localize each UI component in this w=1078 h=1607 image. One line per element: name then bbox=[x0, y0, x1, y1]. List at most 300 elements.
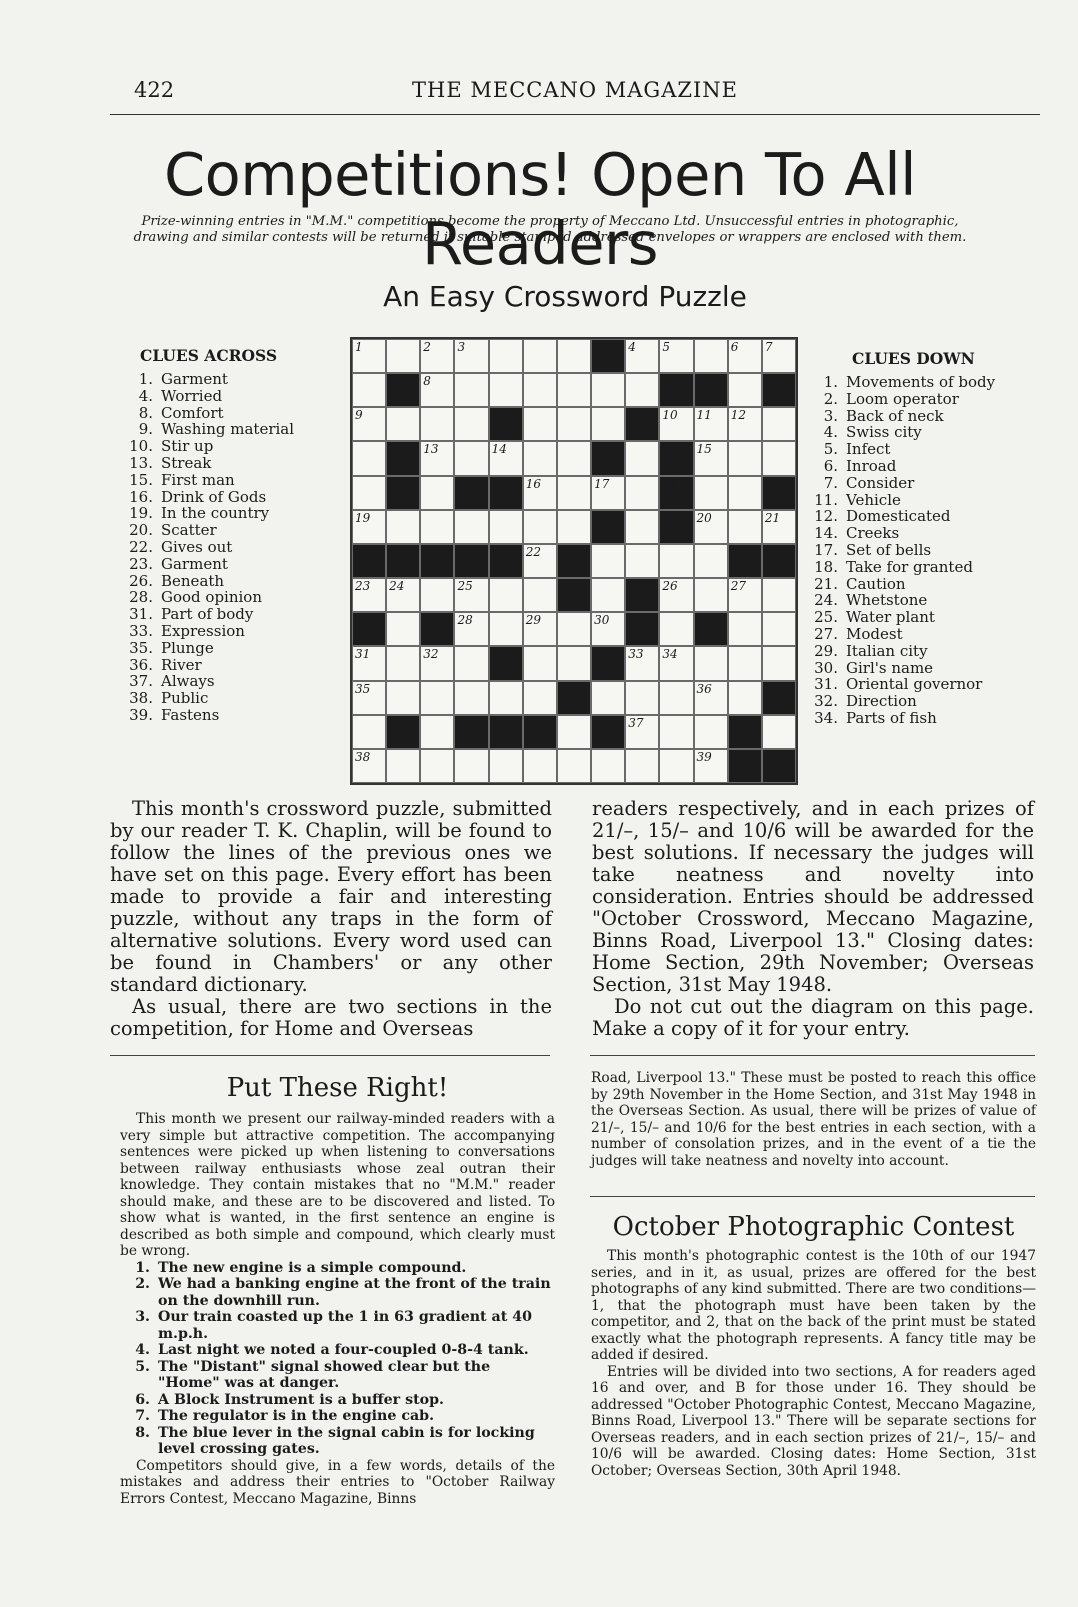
mistakes-list bbox=[120, 1260, 555, 1458]
mistake-item-number: 5. bbox=[135, 1358, 150, 1375]
mistake-item bbox=[120, 1408, 555, 1425]
clue-item-number: 17. bbox=[814, 540, 838, 559]
clue-item bbox=[800, 424, 1040, 441]
grid-cell bbox=[420, 646, 454, 680]
clue-item-text: Inroad bbox=[846, 456, 897, 475]
grid-cell bbox=[591, 373, 625, 407]
grid-cell bbox=[420, 715, 454, 749]
clue-item-number: 35. bbox=[129, 638, 153, 657]
cell-number: 23 bbox=[355, 579, 371, 594]
grid-cell bbox=[454, 646, 488, 680]
clue-item bbox=[800, 576, 1040, 593]
cell-number: 29 bbox=[525, 613, 542, 628]
cell-number: 5 bbox=[662, 340, 671, 354]
cell-number: 19 bbox=[355, 510, 371, 525]
mistake-item bbox=[120, 1359, 555, 1392]
grid-cell bbox=[557, 510, 591, 544]
cell-number: 17 bbox=[594, 476, 610, 491]
grid-cell bbox=[728, 578, 762, 612]
clue-item-number: 7. bbox=[823, 473, 838, 492]
cell-number: 35 bbox=[355, 681, 371, 696]
grid-cell bbox=[694, 407, 728, 441]
clue-item bbox=[800, 525, 1040, 542]
clue-item-text: Consider bbox=[846, 473, 915, 492]
mistake-item-number: 3. bbox=[135, 1309, 150, 1325]
page-title: Competitions! Open To All Readers bbox=[163, 140, 917, 278]
grid-cell bbox=[591, 749, 625, 783]
grid-block bbox=[557, 544, 591, 578]
mistake-item-text: The "Distant" signal showed clear but the "Home" was at danger. bbox=[158, 1358, 491, 1391]
grid-block bbox=[762, 681, 796, 715]
clue-item-text: Whetstone bbox=[846, 591, 928, 610]
grid-cell bbox=[489, 373, 523, 407]
clue-item-text: Comfort bbox=[161, 403, 224, 422]
clue-item bbox=[800, 660, 1040, 677]
clue-item-number: 34. bbox=[814, 708, 838, 727]
cell-number: 4 bbox=[628, 340, 636, 354]
grid-block bbox=[386, 476, 420, 510]
clue-item-number: 5. bbox=[823, 440, 838, 459]
clue-item-number: 38. bbox=[129, 689, 153, 708]
put-these-right-outro bbox=[120, 1458, 555, 1508]
cell-number: 27 bbox=[730, 579, 746, 594]
clue-item-text: Loom operator bbox=[846, 389, 959, 408]
mistake-item-text: We had a banking engine at the front of the train on the downhill run. bbox=[158, 1276, 551, 1309]
clue-item-number: 21. bbox=[814, 574, 838, 593]
clue-item-number: 31. bbox=[129, 605, 153, 624]
grid-cell bbox=[762, 578, 796, 612]
clue-item bbox=[800, 475, 1040, 492]
grid-cell bbox=[625, 476, 659, 510]
grid-cell bbox=[659, 339, 693, 373]
clue-item-number: 39. bbox=[129, 705, 153, 724]
grid-cell bbox=[694, 578, 728, 612]
clue-item bbox=[800, 710, 1040, 727]
grid-block bbox=[591, 715, 625, 749]
clue-item-number: 26. bbox=[129, 571, 153, 590]
cell-number: 38 bbox=[355, 749, 371, 764]
grid-block bbox=[352, 612, 386, 646]
clue-item-number: 27. bbox=[814, 624, 838, 643]
cell-number: 13 bbox=[423, 442, 439, 457]
grid-block bbox=[659, 373, 693, 407]
grid-cell bbox=[694, 681, 728, 715]
grid-cell bbox=[454, 407, 488, 441]
paragraph: Entries will be divided into two sections, A for readers aged 16 and over, and B for those under 16. They should be addressed "October Photographic Contest, Meccano Magazine, Binns Road, Liverpool 13." There will be separate sections for Overseas readers, and in each section prizes of 21/–, 15/– and 10/6 will be awarded. Closing dates: Home Section, 31st October; Overseas Section, 30th April 1948. bbox=[591, 1363, 1036, 1479]
grid-cell bbox=[489, 441, 523, 475]
divider bbox=[590, 1055, 1035, 1056]
grid-cell bbox=[762, 407, 796, 441]
clue-item bbox=[115, 489, 340, 506]
grid-block bbox=[386, 544, 420, 578]
grid-cell bbox=[728, 646, 762, 680]
clue-item bbox=[115, 556, 340, 573]
clue-item-text: Parts of fish bbox=[846, 708, 937, 727]
clue-item-number: 1. bbox=[138, 370, 153, 388]
clue-item bbox=[800, 492, 1040, 509]
clue-item-number: 2. bbox=[823, 389, 838, 408]
grid-cell bbox=[386, 646, 420, 680]
clue-item bbox=[800, 542, 1040, 559]
clue-item bbox=[115, 522, 340, 539]
mistake-item bbox=[120, 1309, 555, 1342]
clue-item-text: First man bbox=[161, 470, 235, 489]
crossword-text-left bbox=[110, 798, 552, 1040]
intro-note: Prize-winning entries in "M.M." competitions become the property of Meccano Ltd. Unsuccessful entries in photographic, drawing and similar contests will be returned if suitable stamped addressed envelopes or wrappers are enclosed with them. bbox=[133, 214, 967, 245]
clue-item-text: In the country bbox=[161, 504, 270, 523]
grid-cell bbox=[523, 476, 557, 510]
grid-cell bbox=[557, 612, 591, 646]
clue-item-number: 32. bbox=[814, 692, 838, 711]
clue-item-text: Fastens bbox=[161, 705, 220, 724]
grid-cell bbox=[591, 681, 625, 715]
grid-cell bbox=[625, 339, 659, 373]
clue-item-text: Plunge bbox=[161, 638, 214, 657]
grid-block bbox=[762, 749, 796, 783]
clue-item-text: Garment bbox=[161, 554, 228, 573]
grid-cell bbox=[694, 749, 728, 783]
clue-item-number: 4. bbox=[823, 423, 838, 442]
clue-item-text: Always bbox=[161, 672, 215, 691]
grid-cell bbox=[352, 715, 386, 749]
grid-block bbox=[454, 715, 488, 749]
clue-item-number: 33. bbox=[129, 621, 153, 640]
clue-item-number: 28. bbox=[129, 588, 153, 607]
grid-block bbox=[420, 544, 454, 578]
grid-cell bbox=[352, 339, 386, 373]
paragraph: Do not cut out the diagram on this page. Make a copy of it for your entry. bbox=[592, 995, 1034, 1040]
grid-block bbox=[625, 612, 659, 646]
clue-item-text: Expression bbox=[161, 621, 245, 640]
grid-cell bbox=[523, 373, 557, 407]
grid-cell bbox=[386, 749, 420, 783]
mistake-item-text: Last night we noted a four-coupled 0-8-4 tank. bbox=[158, 1342, 529, 1358]
paragraph: This month's crossword puzzle, submitted by our reader T. K. Chaplin, will be found to follow the lines of the previous ones we have set on this page. Every effort has been made to provide a fair and interesting puzzle, without any traps in the form of alternative solutions. Every word used can be found in Chambers' or any other standard dictionary. bbox=[110, 797, 552, 996]
grid-cell bbox=[454, 441, 488, 475]
clue-item-number: 12. bbox=[814, 507, 838, 526]
clue-item bbox=[800, 693, 1040, 710]
grid-cell bbox=[352, 681, 386, 715]
clue-item-number: 11. bbox=[814, 490, 838, 509]
cell-number: 26 bbox=[662, 579, 678, 594]
clue-item-text: Direction bbox=[846, 692, 917, 711]
grid-cell bbox=[659, 612, 693, 646]
clue-item-number: 14. bbox=[814, 524, 838, 543]
clue-item bbox=[115, 623, 340, 640]
clue-item-text: Stir up bbox=[161, 437, 214, 456]
grid-block bbox=[659, 441, 693, 475]
photographic-contest-text bbox=[591, 1248, 1036, 1479]
grid-block bbox=[489, 646, 523, 680]
clue-item-text: Washing material bbox=[161, 420, 295, 439]
cell-number: 32 bbox=[423, 647, 439, 662]
clue-item-text: Caution bbox=[846, 574, 906, 593]
grid-block bbox=[762, 544, 796, 578]
clue-item-number: 4. bbox=[138, 386, 153, 405]
clue-item-number: 16. bbox=[129, 487, 153, 506]
clue-item-text: Streak bbox=[161, 453, 212, 472]
clue-item bbox=[115, 573, 340, 590]
grid-block bbox=[420, 612, 454, 646]
grid-cell bbox=[420, 441, 454, 475]
clue-item bbox=[800, 508, 1040, 525]
grid-cell bbox=[523, 441, 557, 475]
clue-item bbox=[800, 458, 1040, 475]
grid-cell bbox=[762, 339, 796, 373]
grid-cell bbox=[489, 510, 523, 544]
grid-cell bbox=[762, 715, 796, 749]
grid-cell bbox=[454, 339, 488, 373]
clue-item-text: Public bbox=[161, 689, 209, 708]
clue-item-text: Movements of body bbox=[846, 373, 996, 391]
clue-item bbox=[115, 371, 340, 388]
clue-item-number: 24. bbox=[814, 591, 838, 610]
cell-number: 18 bbox=[662, 476, 678, 491]
cell-number: 20 bbox=[696, 510, 712, 525]
grid-cell bbox=[694, 510, 728, 544]
grid-cell bbox=[625, 441, 659, 475]
clue-item bbox=[115, 438, 340, 455]
grid-cell bbox=[625, 510, 659, 544]
crossword-grid bbox=[350, 337, 798, 785]
clue-item bbox=[800, 643, 1040, 660]
clue-item bbox=[115, 472, 340, 489]
mistake-item bbox=[120, 1260, 555, 1277]
grid-block bbox=[591, 510, 625, 544]
crossword-title: An Easy Crossword Puzzle bbox=[383, 280, 747, 313]
grid-block bbox=[591, 441, 625, 475]
grid-cell bbox=[352, 646, 386, 680]
grid-cell bbox=[591, 612, 625, 646]
clues-down-heading: CLUES DOWN bbox=[852, 349, 975, 368]
clue-item-number: 30. bbox=[814, 658, 838, 677]
divider bbox=[110, 1055, 550, 1056]
grid-cell bbox=[454, 749, 488, 783]
grid-block bbox=[454, 544, 488, 578]
grid-cell bbox=[489, 612, 523, 646]
paragraph: Road, Liverpool 13." These must be posted to reach this office by 29th November in the Home Section, and 31st May 1948 in the Overseas Section. As usual, there will be prizes of value of 21/–, 15/– and 10/6 for the best entries in each section, with a number of consolation prizes, and in the event of a tie the judges will take neatness and novelty into account. bbox=[591, 1070, 1036, 1169]
grid-cell bbox=[386, 681, 420, 715]
grid-cell bbox=[625, 646, 659, 680]
grid-cell bbox=[728, 339, 762, 373]
grid-block bbox=[489, 476, 523, 510]
clue-item-text: Good opinion bbox=[161, 588, 262, 607]
grid-block bbox=[386, 715, 420, 749]
put-these-right-title: Put These Right! bbox=[226, 1073, 449, 1103]
grid-cell bbox=[454, 578, 488, 612]
grid-cell bbox=[694, 441, 728, 475]
cell-number: 33 bbox=[628, 647, 644, 662]
grid-block bbox=[625, 407, 659, 441]
page-header bbox=[110, 74, 1040, 115]
clue-item bbox=[115, 421, 340, 438]
grid-cell bbox=[659, 544, 693, 578]
grid-cell bbox=[557, 373, 591, 407]
mistake-item-number: 7. bbox=[135, 1408, 150, 1424]
grid-cell bbox=[659, 681, 693, 715]
clue-item bbox=[800, 441, 1040, 458]
grid-block bbox=[454, 476, 488, 510]
cell-number: 7 bbox=[764, 340, 773, 354]
clue-item-text: Infect bbox=[846, 440, 891, 459]
grid-cell bbox=[523, 578, 557, 612]
clue-item bbox=[800, 676, 1040, 693]
grid-cell bbox=[489, 749, 523, 783]
grid-cell bbox=[386, 407, 420, 441]
grid-cell bbox=[591, 407, 625, 441]
cell-number: 9 bbox=[355, 408, 363, 423]
clue-item-number: 25. bbox=[814, 608, 838, 627]
clue-item-text: Gives out bbox=[161, 537, 233, 556]
grid-cell bbox=[420, 510, 454, 544]
mistake-item-number: 6. bbox=[135, 1391, 150, 1408]
cell-number: 11 bbox=[696, 408, 712, 423]
grid-cell bbox=[352, 373, 386, 407]
grid-block bbox=[489, 544, 523, 578]
page-number: 422 bbox=[134, 78, 175, 102]
grid-block bbox=[557, 681, 591, 715]
cell-number: 15 bbox=[696, 442, 712, 457]
grid-cell bbox=[659, 715, 693, 749]
clue-item bbox=[115, 690, 340, 707]
clue-item bbox=[800, 626, 1040, 643]
clues-across-heading: CLUES ACROSS bbox=[140, 346, 278, 365]
grid-cell bbox=[523, 749, 557, 783]
cell-number: 22 bbox=[525, 544, 542, 559]
grid-cell bbox=[659, 578, 693, 612]
clue-item-number: 6. bbox=[823, 456, 838, 475]
grid-cell bbox=[454, 612, 488, 646]
mistake-item-text: The new engine is a simple compound. bbox=[158, 1259, 467, 1276]
grid-cell bbox=[420, 476, 454, 510]
grid-cell bbox=[728, 441, 762, 475]
grid-cell bbox=[523, 681, 557, 715]
grid-cell bbox=[420, 749, 454, 783]
clue-item-text: Italian city bbox=[846, 641, 928, 660]
clue-item-number: 23. bbox=[129, 554, 153, 573]
grid-cell bbox=[557, 441, 591, 475]
clue-item-text: Beneath bbox=[161, 571, 225, 590]
grid-block bbox=[557, 578, 591, 612]
divider bbox=[590, 1196, 1035, 1197]
cell-number: 39 bbox=[696, 749, 712, 764]
cell-number: 16 bbox=[525, 476, 542, 491]
grid-cell bbox=[762, 510, 796, 544]
mistake-item-number: 8. bbox=[135, 1424, 150, 1441]
grid-cell bbox=[386, 339, 420, 373]
mistake-item-number: 4. bbox=[135, 1342, 150, 1358]
clue-item-text: Water plant bbox=[846, 608, 935, 627]
grid-cell bbox=[454, 510, 488, 544]
clue-item-text: Creeks bbox=[846, 524, 900, 543]
grid-cell bbox=[625, 715, 659, 749]
clue-item-number: 19. bbox=[129, 504, 153, 523]
grid-cell bbox=[352, 510, 386, 544]
clue-item bbox=[115, 505, 340, 522]
cell-number: 21 bbox=[764, 510, 781, 525]
grid-cell bbox=[420, 681, 454, 715]
grid-cell bbox=[728, 373, 762, 407]
clues-across-list bbox=[115, 371, 340, 724]
photographic-contest bbox=[591, 1212, 1036, 1479]
clue-item bbox=[115, 657, 340, 674]
grid-block bbox=[659, 476, 693, 510]
grid-cell bbox=[591, 578, 625, 612]
grid-cell bbox=[557, 646, 591, 680]
grid-cell bbox=[659, 749, 693, 783]
clue-item bbox=[115, 388, 340, 405]
clue-item-text: Garment bbox=[161, 370, 228, 388]
put-these-right-intro bbox=[120, 1111, 555, 1260]
grid-block bbox=[591, 646, 625, 680]
grid-cell bbox=[454, 681, 488, 715]
cell-number: 28 bbox=[457, 613, 473, 628]
grid-cell bbox=[489, 578, 523, 612]
grid-cell bbox=[352, 749, 386, 783]
clue-item-number: 3. bbox=[823, 406, 838, 425]
cell-number: 8 bbox=[423, 374, 431, 389]
grid-cell bbox=[557, 339, 591, 373]
cell-number: 12 bbox=[730, 408, 746, 423]
grid-block bbox=[523, 715, 557, 749]
clue-item bbox=[115, 405, 340, 422]
cell-number: 10 bbox=[662, 408, 678, 423]
grid-cell bbox=[625, 544, 659, 578]
grid-block bbox=[659, 510, 693, 544]
mistake-item-number: 1. bbox=[135, 1259, 150, 1276]
cell-number: 36 bbox=[696, 681, 712, 696]
clue-item bbox=[115, 455, 340, 472]
clue-item-number: 18. bbox=[814, 557, 838, 576]
grid-cell bbox=[420, 339, 454, 373]
cell-number: 1 bbox=[355, 340, 363, 354]
magazine-name: THE MECCANO MAGAZINE bbox=[412, 78, 738, 102]
paragraph: This month we present our railway-minded readers with a very simple but attractive competition. The accompanying sentences were picked up when listening to conversations between railway enthusiasts whose zeal outran their knowledge. They contain mistakes that no "M.M." reader should make, and these are to be discovered and listed. To show what is wanted, in the first sentence an engine is described as both simple and compound, which clearly must be wrong. bbox=[120, 1111, 555, 1259]
mistake-item bbox=[120, 1392, 555, 1409]
clue-item bbox=[115, 539, 340, 556]
grid-cell bbox=[523, 646, 557, 680]
clue-item-text: River bbox=[161, 655, 202, 674]
grid-cell bbox=[386, 612, 420, 646]
grid-cell bbox=[557, 749, 591, 783]
grid-cell bbox=[694, 544, 728, 578]
clue-item bbox=[800, 408, 1040, 425]
clue-item-number: 31. bbox=[814, 675, 838, 694]
photographic-contest-title: October Photographic Contest bbox=[612, 1212, 1015, 1242]
clue-item-number: 8. bbox=[138, 403, 153, 422]
grid-cell bbox=[694, 339, 728, 373]
grid-cell bbox=[420, 407, 454, 441]
clue-item-number: 20. bbox=[129, 521, 153, 540]
grid-cell bbox=[625, 749, 659, 783]
cell-number: 25 bbox=[457, 579, 473, 594]
clue-item-number: 29. bbox=[814, 641, 838, 660]
clues-down-list bbox=[800, 374, 1040, 727]
clue-item-text: Swiss city bbox=[846, 423, 922, 442]
grid-cell bbox=[762, 612, 796, 646]
paragraph: Competitors should give, in a few words, details of the mistakes and address their entries to "October Railway Errors Contest, Meccano Magazine, Binns bbox=[120, 1457, 555, 1507]
grid-cell bbox=[728, 681, 762, 715]
put-these-right-continued bbox=[591, 1070, 1036, 1169]
clue-item-text: Scatter bbox=[161, 521, 217, 540]
clue-item-number: 9. bbox=[138, 420, 153, 439]
grid-cell bbox=[591, 544, 625, 578]
clue-item-text: Modest bbox=[846, 624, 903, 643]
grid-block bbox=[694, 373, 728, 407]
grid-block bbox=[352, 544, 386, 578]
clue-item-text: Part of body bbox=[161, 605, 254, 624]
clue-item bbox=[800, 609, 1040, 626]
